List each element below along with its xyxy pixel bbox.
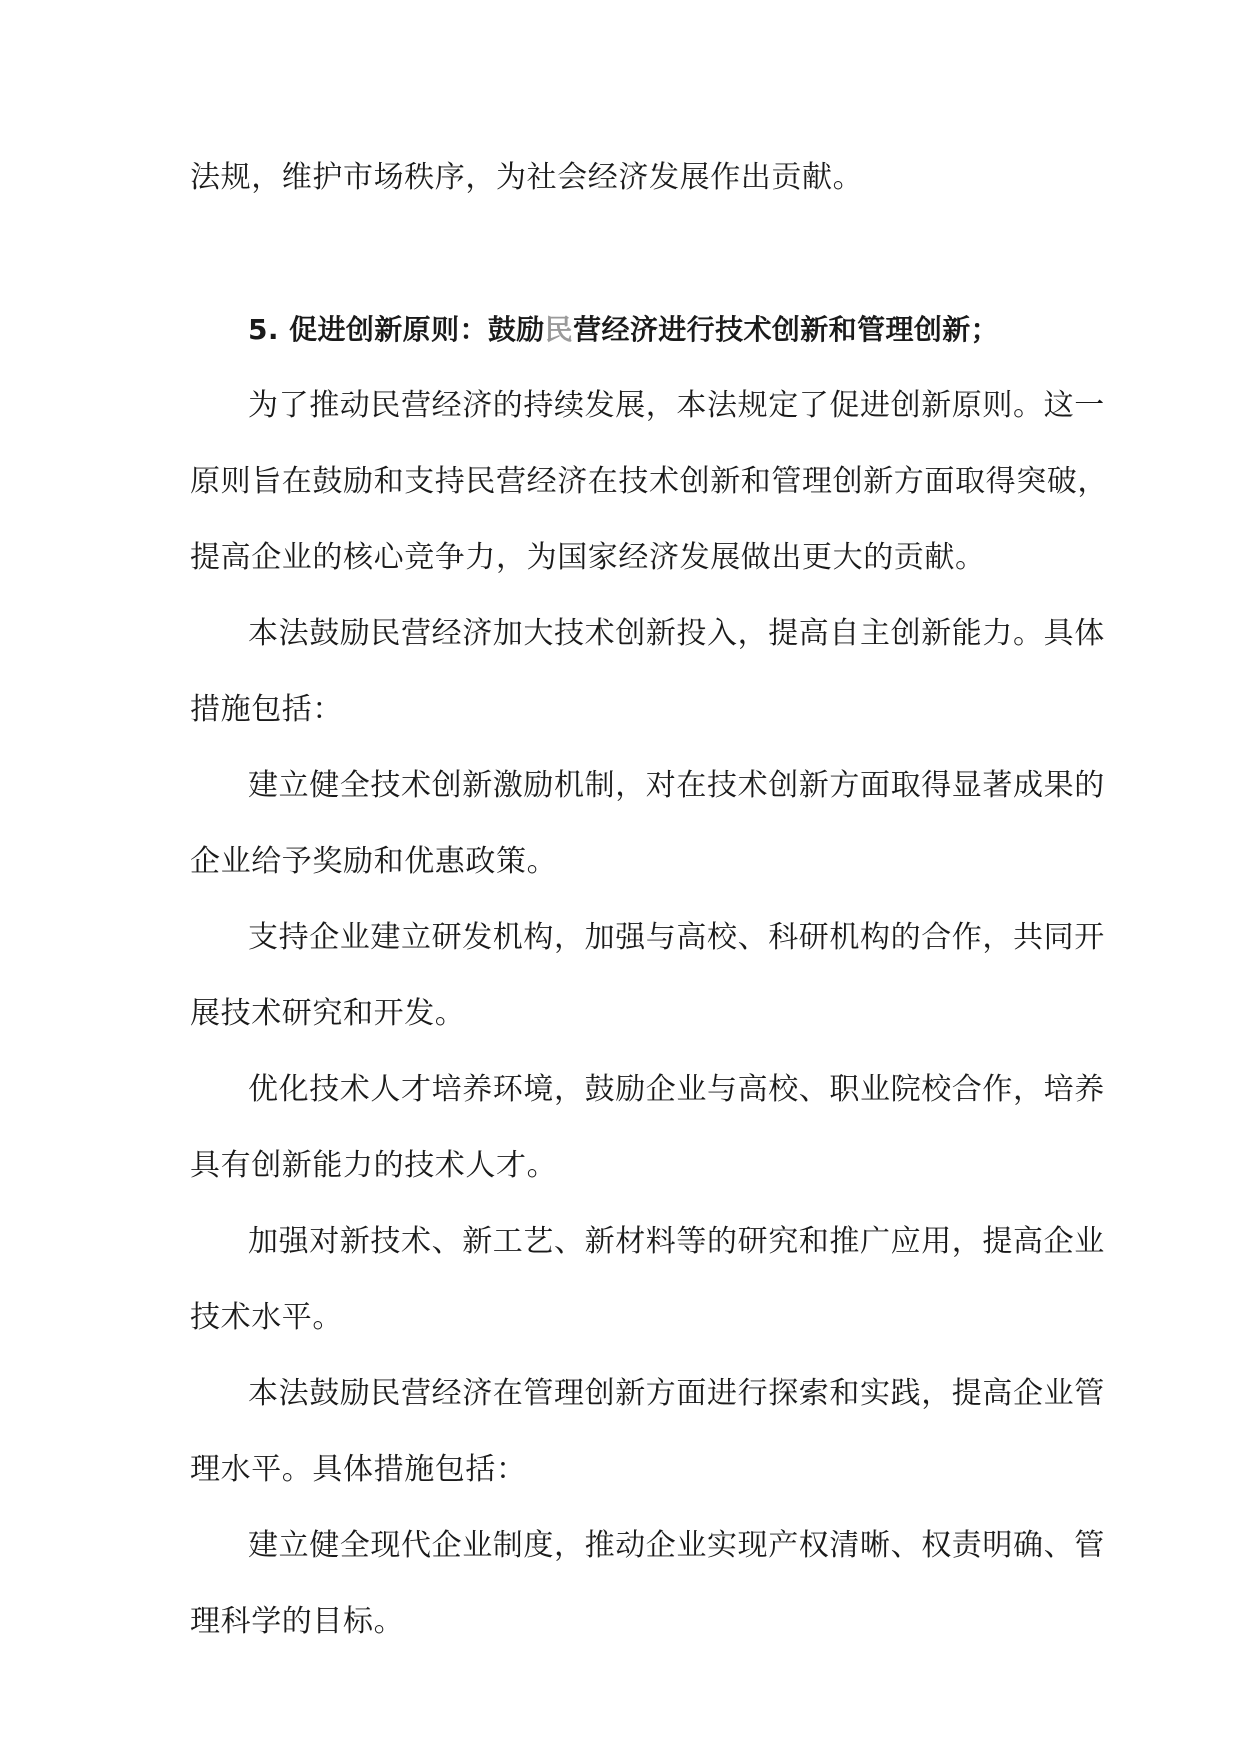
heading-part: 营经济进行技术创新和管理创新； [573, 313, 1000, 346]
paragraph-line: 提高企业的核心竞争力，为国家经济发展做出更大的贡献。 [190, 540, 986, 575]
paragraph-line: 理水平。具体措施包括： [190, 1452, 527, 1487]
document-page [190, 140, 1108, 1660]
heading-part: 5. 促进创新原则：鼓励 [248, 313, 545, 346]
paragraph-line: 理科学的目标。 [190, 1604, 405, 1639]
heading-grey-char: 民 [544, 313, 574, 346]
paragraph-line: 加强对新技术、新工艺、新材料等的研究和推广应用，提高企业 [248, 1224, 1105, 1259]
paragraph-line: 支持企业建立研发机构，加强与高校、科研机构的合作，共同开 [248, 920, 1105, 955]
paragraph-line: 措施包括： [190, 692, 343, 727]
paragraph-line: 技术水平。 [190, 1300, 343, 1335]
paragraph-line: 展技术研究和开发。 [190, 996, 466, 1031]
paragraph-line: 法规，维护市场秩序，为社会经济发展作出贡献。 [190, 160, 864, 195]
paragraph-line: 建立健全技术创新激励机制，对在技术创新方面取得显著成果的 [248, 768, 1105, 803]
paragraph-line: 建立健全现代企业制度，推动企业实现产权清晰、权责明确、管 [248, 1528, 1105, 1563]
section-heading [190, 292, 1060, 368]
paragraph-line: 具有创新能力的技术人才。 [190, 1148, 558, 1183]
paragraph-line: 企业给予奖励和优惠政策。 [190, 844, 558, 879]
paragraph-line: 本法鼓励民营经济加大技术创新投入，提高自主创新能力。具体 [248, 616, 1105, 651]
paragraph-line: 为了推动民营经济的持续发展，本法规定了促进创新原则。这一 [248, 388, 1105, 423]
paragraph-line: 原则旨在鼓励和支持民营经济在技术创新和管理创新方面取得突破， [190, 464, 1108, 499]
paragraph-line: 本法鼓励民营经济在管理创新方面进行探索和实践，提高企业管 [248, 1376, 1105, 1411]
paragraph-line: 优化技术人才培养环境，鼓励企业与高校、职业院校合作，培养 [248, 1072, 1105, 1107]
